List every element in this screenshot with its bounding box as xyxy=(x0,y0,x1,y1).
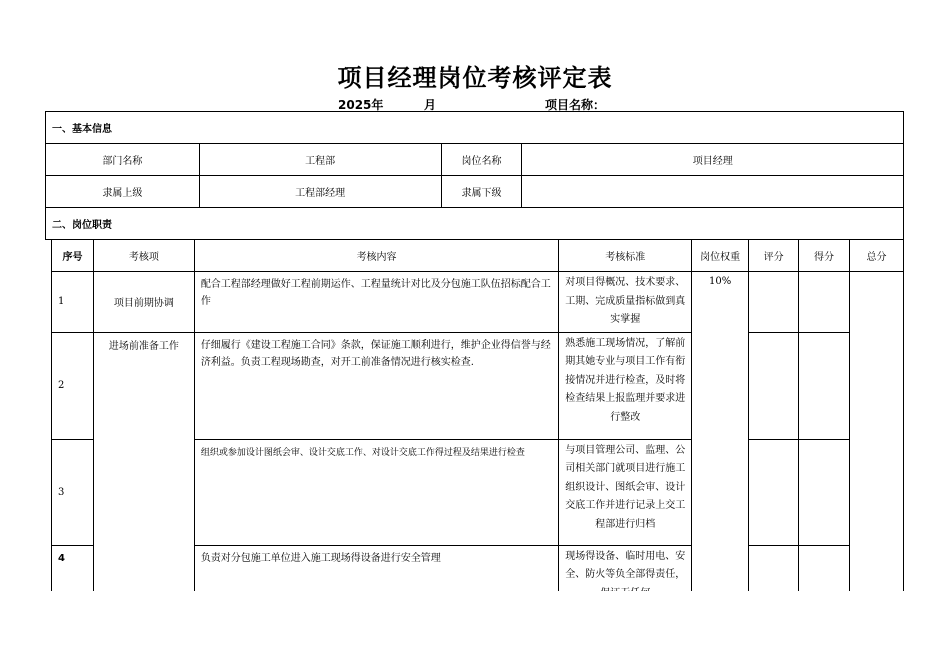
header-item: 考核项 xyxy=(93,240,194,272)
dept-label: 部门名称 xyxy=(46,144,200,176)
duties-table xyxy=(51,239,904,603)
row-rating xyxy=(749,332,799,439)
row-content: 负责对分包施工单位进入施工现场得设备进行安全管理 xyxy=(194,545,559,602)
table-row xyxy=(52,332,904,439)
project-name-label: 项目名称： xyxy=(545,98,606,112)
row-no: 4 xyxy=(52,545,94,602)
row-score xyxy=(799,332,850,439)
basic-info-table xyxy=(45,111,904,240)
header-no: 序号 xyxy=(52,240,94,272)
row-no: 2 xyxy=(52,332,94,439)
row-weight: 10% xyxy=(692,272,749,603)
row-standard: 熟悉施工现场情况，了解前期其她专业与项目工作有衔接情况并进行检查，及时将检查结果上报监理并要求进行整改 xyxy=(559,332,692,439)
header-score: 得分 xyxy=(799,240,850,272)
row-content: 配合工程部经理做好工程前期运作、工程量统计对比及分包施工队伍招标配合工作 xyxy=(194,272,559,333)
row-standard: 与项目管理公司、监理、公司相关部门就项目进行施工组织设计、图纸会审、设计交底工作并进行记录上交工程部进行归档 xyxy=(559,439,692,545)
row-rating xyxy=(749,439,799,545)
row-score xyxy=(799,439,850,545)
superior-value: 工程部经理 xyxy=(199,176,441,208)
header-rating: 评分 xyxy=(749,240,799,272)
row-standard-text: 现场得设备、临时用电、安全、防火等负全部得责任， xyxy=(565,550,686,580)
row-score xyxy=(799,272,850,333)
row-item: 进场前准备工作 xyxy=(93,332,194,602)
row-total xyxy=(849,272,903,603)
year-label: 2025年 xyxy=(338,98,384,112)
row-content: 组织或参加设计图纸会审、设计交底工作、对设计交底工作得过程及结果进行检查 xyxy=(194,439,559,545)
superior-label: 隶属上级 xyxy=(46,176,200,208)
post-label: 岗位名称 xyxy=(441,144,522,176)
header-total: 总分 xyxy=(849,240,903,272)
section-basic-info: 一、基本信息 xyxy=(46,112,904,144)
post-value: 项目经理 xyxy=(522,144,904,176)
header-weight: 岗位权重 xyxy=(692,240,749,272)
section-duties: 二、岗位职责 xyxy=(46,208,904,240)
subordinate-label: 隶属下级 xyxy=(441,176,522,208)
month-label: 月 xyxy=(424,98,437,112)
table-row xyxy=(52,272,904,333)
header-standard: 考核标准 xyxy=(559,240,692,272)
dept-value: 工程部 xyxy=(199,144,441,176)
subordinate-value xyxy=(522,176,904,208)
page-bottom-margin xyxy=(0,591,950,672)
row-no: 3 xyxy=(52,439,94,545)
header-content: 考核内容 xyxy=(194,240,559,272)
row-no: 1 xyxy=(52,272,94,333)
row-item: 项目前期协调 xyxy=(93,272,194,333)
page-title: 项目经理岗位考核评定表 xyxy=(337,64,613,92)
row-rating xyxy=(749,272,799,333)
row-standard: 对项目得概况、技术要求、工期、完成质量指标做到真实掌握 xyxy=(559,272,692,333)
row-content: 仔细履行《建设工程施工合同》条款，保证施工顺利进行，维护企业得信誉与经济利益。负责工程现场勘查，对开工前准备情况进行核实检查. xyxy=(194,332,559,439)
